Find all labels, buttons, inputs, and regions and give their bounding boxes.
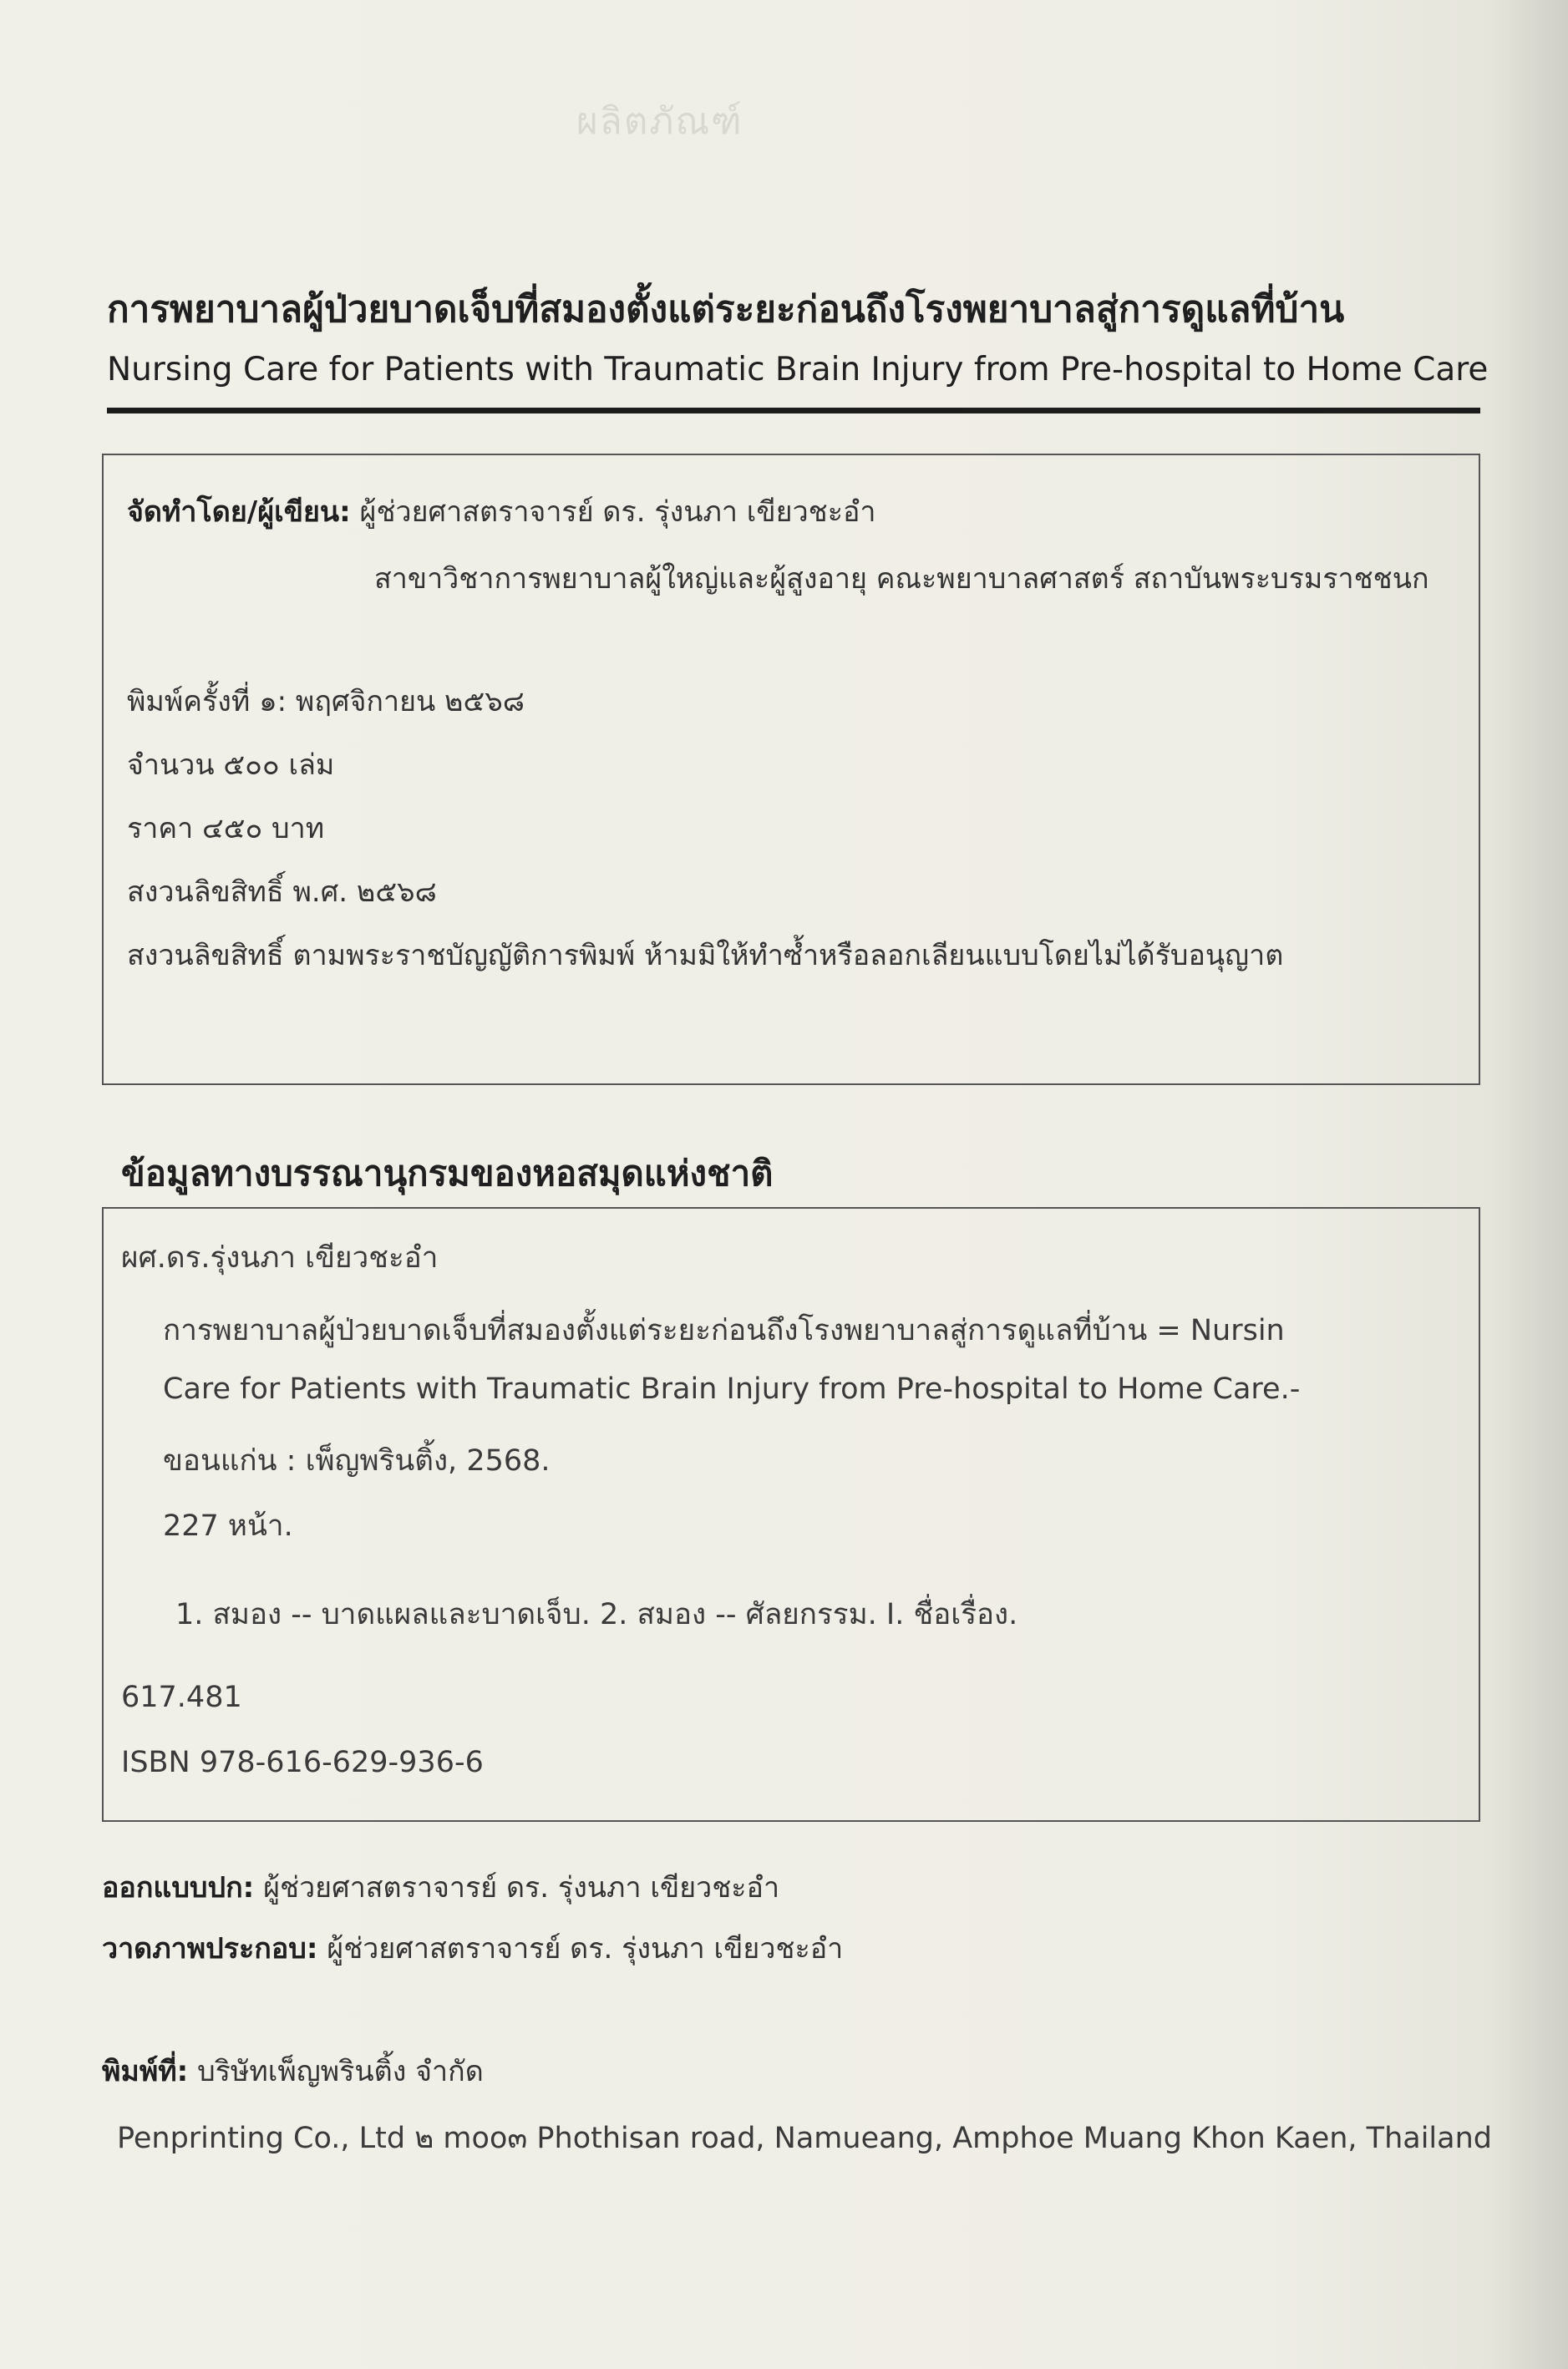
book-price: ราคา ๔๕๐ บาท [127, 812, 325, 845]
print-edition: พิมพ์ครั้งที่ ๑: พฤศจิกายน ๒๕๖๘ [127, 685, 525, 718]
cip-isbn: ISBN 978-616-629-936-6 [121, 1746, 484, 1779]
title-divider [107, 408, 1480, 413]
book-title-thai: การพยาบาลผู้ป่วยบาดเจ็บที่สมองตั้งแต่ระยะก่อนถึงโรงพยาบาลสู่การดูแลที่บ้าน [107, 288, 1345, 331]
cip-heading: ข้อมูลทางบรรณานุกรมของหอสมุดแห่งชาติ [121, 1153, 774, 1194]
cip-box [102, 1207, 1480, 1822]
cip-classification: 617.481 [121, 1681, 242, 1714]
author-line [127, 489, 876, 534]
printer-value: บริษัทเพ็ญพรินติ้ง จำกัด [197, 2055, 484, 2088]
cip-subjects: 1. สมอง -- บาดแผลและบาดเจ็บ. 2. สมอง -- ศัลยกรรม. I. ชื่อเรื่อง. [175, 1598, 1018, 1631]
printer-line [102, 2048, 484, 2093]
ghost-header-text: ผลิตภัณฑ์ [576, 100, 743, 143]
printer-address: Penprinting Co., Ltd ๒ moo๓ Phothisan road, Namueang, Amphoe Muang Khon Kaen, Thailand [117, 2122, 1492, 2155]
author-name: ผู้ช่วยศาสตราจารย์ ดร. รุ่งนภา เขียวชะอำ [359, 495, 876, 529]
author-label: จัดทำโดย/ผู้เขียน: [127, 495, 351, 529]
cip-title-line-2: Care for Patients with Traumatic Brain Injury from Pre-hospital to Home Care.- [163, 1372, 1301, 1406]
cip-title-line-1: การพยาบาลผู้ป่วยบาดเจ็บที่สมองตั้งแต่ระยะก่อนถึงโรงพยาบาลสู่การดูแลที่บ้าน = Nursin [163, 1314, 1285, 1347]
cip-author: ผศ.ดร.รุ่งนภา เขียวชะอำ [121, 1241, 439, 1275]
illustration-label: วาดภาพประกอบ: [102, 1932, 318, 1966]
author-affiliation: สาขาวิชาการพยาบาลผู้ใหญ่และผู้สูงอายุ คณะพยาบาลศาสตร์ สถาบันพระบรมราชชนก [374, 562, 1429, 596]
cover-design-value: ผู้ช่วยศาสตราจารย์ ดร. รุ่งนภา เขียวชะอำ [263, 1871, 780, 1905]
copyright-year: สงวนลิขสิทธิ์ พ.ศ. ๒๕๖๘ [127, 875, 437, 909]
cip-pages: 227 หน้า. [163, 1509, 293, 1543]
rights-notice: สงวนลิขสิทธิ์ ตามพระราชบัญญัติการพิมพ์ ห้ามมิให้ทำซ้ำหรือลอกเลียนแบบโดยไม่ได้รับอนุญาต [127, 939, 1284, 972]
book-title-english: Nursing Care for Patients with Traumatic Brain Injury from Pre-hospital to Home Care [107, 351, 1489, 388]
illustration-value: ผู้ช่วยศาสตราจารย์ ดร. รุ่งนภา เขียวชะอำ [327, 1932, 844, 1966]
print-copies: จำนวน ๕๐๐ เล่ม [127, 748, 335, 782]
cover-design-line [102, 1864, 779, 1910]
printer-label: พิมพ์ที่: [102, 2055, 189, 2088]
cover-design-label: ออกแบบปก: [102, 1871, 255, 1905]
illustration-line [102, 1925, 843, 1971]
cip-publisher: ขอนแก่น : เพ็ญพรินติ้ง, 2568. [163, 1444, 551, 1478]
